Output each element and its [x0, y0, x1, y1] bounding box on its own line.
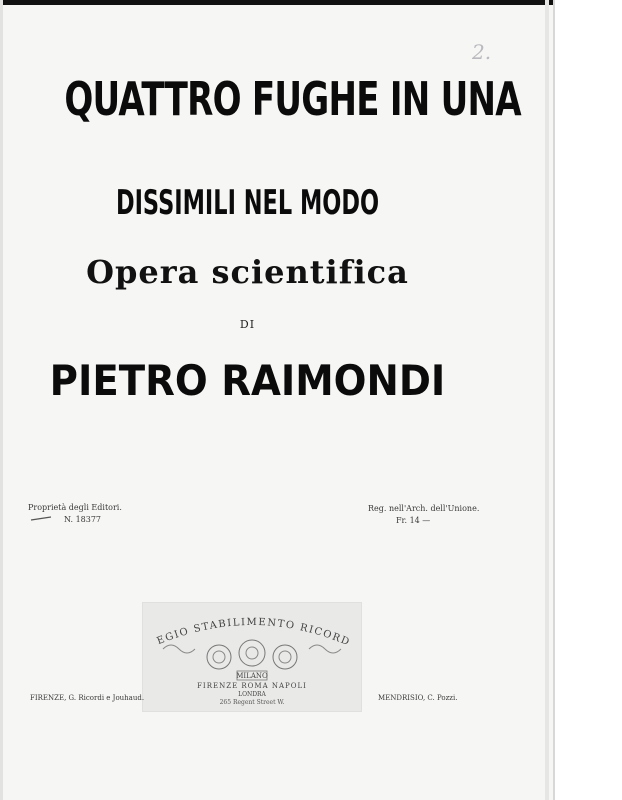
ricordi-emblem-icon — [143, 603, 361, 711]
top-scan-border — [0, 0, 553, 5]
seal-address: 265 Regent Street W. — [219, 699, 285, 706]
seal-top-text: EGIO STABILIMENTO RICORD — [155, 616, 352, 649]
seal-london: LONDRA — [238, 691, 266, 698]
registration-note: Reg. nell'Arch. dell'Unione. — [368, 504, 480, 513]
subtitle: Opera scientifica — [86, 253, 409, 291]
by-label: DI — [239, 318, 256, 331]
right-page-edge — [545, 0, 549, 800]
mendrisio-agent: MENDRISIO, C. Pozzi. — [378, 694, 458, 702]
ownership-note: Proprietà degli Editori. — [28, 503, 122, 512]
composer-name: PIETRO RAIMONDI — [49, 356, 446, 405]
seal-city-main: MILANO — [236, 672, 268, 680]
plate-number: N. 18377 — [64, 515, 102, 524]
florence-agent: FIRENZE, G. Ricordi e Jouhaud. — [30, 694, 145, 702]
seal-cities: FIRENZE ROMA NAPOLI — [197, 682, 307, 690]
page-number: 2. — [472, 40, 492, 64]
svg-text:REGIO STABILIMENTO RICORDI — [143, 603, 352, 649]
title-line-2: DISSIMILI NEL MODO — [115, 183, 380, 223]
left-scan-margin — [0, 0, 3, 800]
pen-mark-icon — [30, 516, 52, 521]
title-line-1: QUATTRO FUGHE IN UNA — [64, 72, 521, 126]
publisher-seal — [142, 602, 362, 712]
price: Fr. 14 — — [396, 516, 431, 525]
